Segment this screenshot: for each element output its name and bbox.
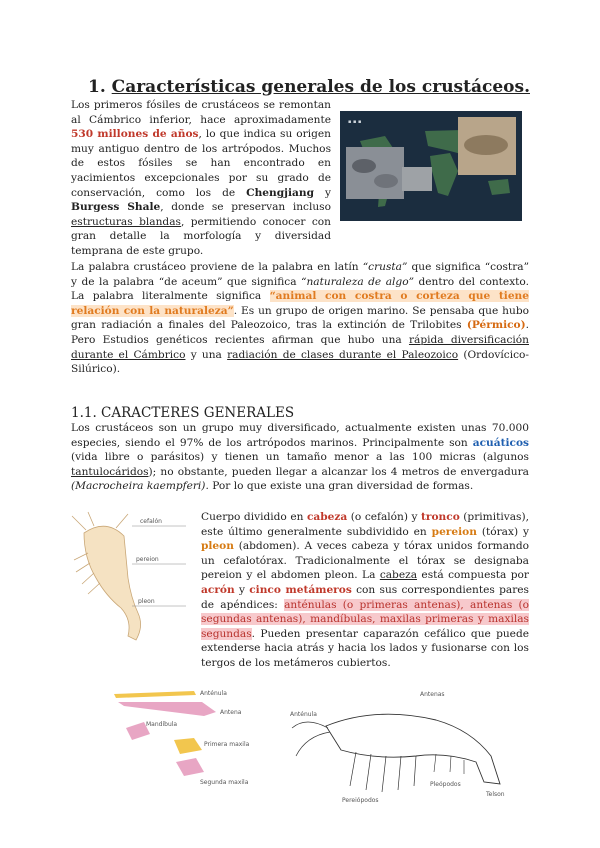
larva-body [84,526,141,640]
main-heading: 1. Características generales de los crustáceos. [88,77,530,97]
head-appendages-figure [84,688,259,798]
fossil-photo-3 [402,167,432,191]
crustacean-body-figure [66,508,191,648]
label-telson: Telson [486,791,505,798]
maxilla2-shape [176,758,204,776]
antenna-shape [118,702,216,716]
label-cefalon: cefalón [140,518,162,525]
maxilla1-shape [174,738,202,754]
shrimp-antennae [292,722,330,756]
label-pleopodos: Pleópodos [430,781,461,788]
label-mandible: Mandíbula [146,721,178,728]
label-pereion: pereion [136,556,159,563]
label-maxilla1: Primera maxila [204,741,250,748]
section-title: 1.1. CARACTERES GENERALES [71,405,295,421]
paragraph-fossils: Los primeros fósiles de crustáceos se remontan al Cámbrico inferior, hace aproximadamente 530 millones de años, lo que indica su origen muy antiguo dentro de los artrópodos. Muchos de estos fósiles se han encontrado en yacimientos excepcionales por su grado de conservación, como los de Chengjiang y Burgess Shale, donde se preservan incluso estructuras blandas, permitiendo conocer con gran detalle la morfología y diversidad temprana de este grupo. [71,99,332,257]
label-pleon: pleon [138,598,155,605]
shrimp-legs [350,752,416,792]
fossil-photo-1 [346,147,404,199]
paragraph-diversity: Los crustáceos son un grupo muy diversificado, actualmente existen unas 70.000 especies, siendo el 97% de los artrópodos marinos. Principalmente son acuáticos (vida libre o parásitos) y tienen un tamaño menor a las 100 micras (algunos tantulocáridos); no obstante, pueden llegar a alcanzar los 4 metros de envergadura (Macrocheira kaempferi). Por lo que existe una gran diversidad de formas. [71,422,529,493]
fossil-world-map-figure [340,111,522,221]
paragraph-etymology: La palabra crustáceo proviene de la palabra en latín “crusta” que significa “costra” y de la palabra “de aceum” que significa “naturaleza de algo” dentro del contexto. La palabra literalmente significa “animal con costra o corteza que tiene relación con la naturaleza”. Es un grupo de origen marino. Se pensaba que hubo gran radiación a finales del Paleozoico, tras la extinción de Trilobites (Pérmico). Pero Estudios genéticos recientes afirman que hubo una rápida diversificación durante el Cámbrico y una radiación de clases durante el Paleozoico (Ordovícico-Silúrico). [71,261,529,376]
label-antenas: Antenas [420,691,445,698]
paragraph-body-plan: Cuerpo dividido en cabeza (o cefalón) y tronco (primitivas), este último generalmente subdividido en pereion (tórax) y pleon (abdomen). A veces cabeza y tórax unidos formando un cefalotórax. Tradicionalmente el tórax se designaba pereion y el abdomen pleon. La cabeza está compuesta por acrón y cinco metámeros con sus correspondientes pares de apéndices: anténulas (o primeras antenas), antenas (o segundas antenas), mandíbulas, maxilas primeras y maxilas segundas. Pueden presentar caparazón cefálico que puede extenderse hacia atrás y hacia los lados y fusionarse con los tergos de los metámeros cubiertos. [201,511,529,669]
svg-text:▪ ▪ ▪: ▪ ▪ ▪ [348,119,362,125]
shrimp-pleopods [434,754,464,774]
label-pereiopodos: Pereiópodos [342,797,379,804]
label-antenna: Antena [220,709,242,716]
antennule-shape [114,691,196,698]
label-antenula: Anténula [290,711,317,718]
label-antennule: Anténula [200,690,227,697]
label-maxilla2: Segunda maxila [200,779,249,786]
shrimp-anatomy-figure [286,686,520,806]
